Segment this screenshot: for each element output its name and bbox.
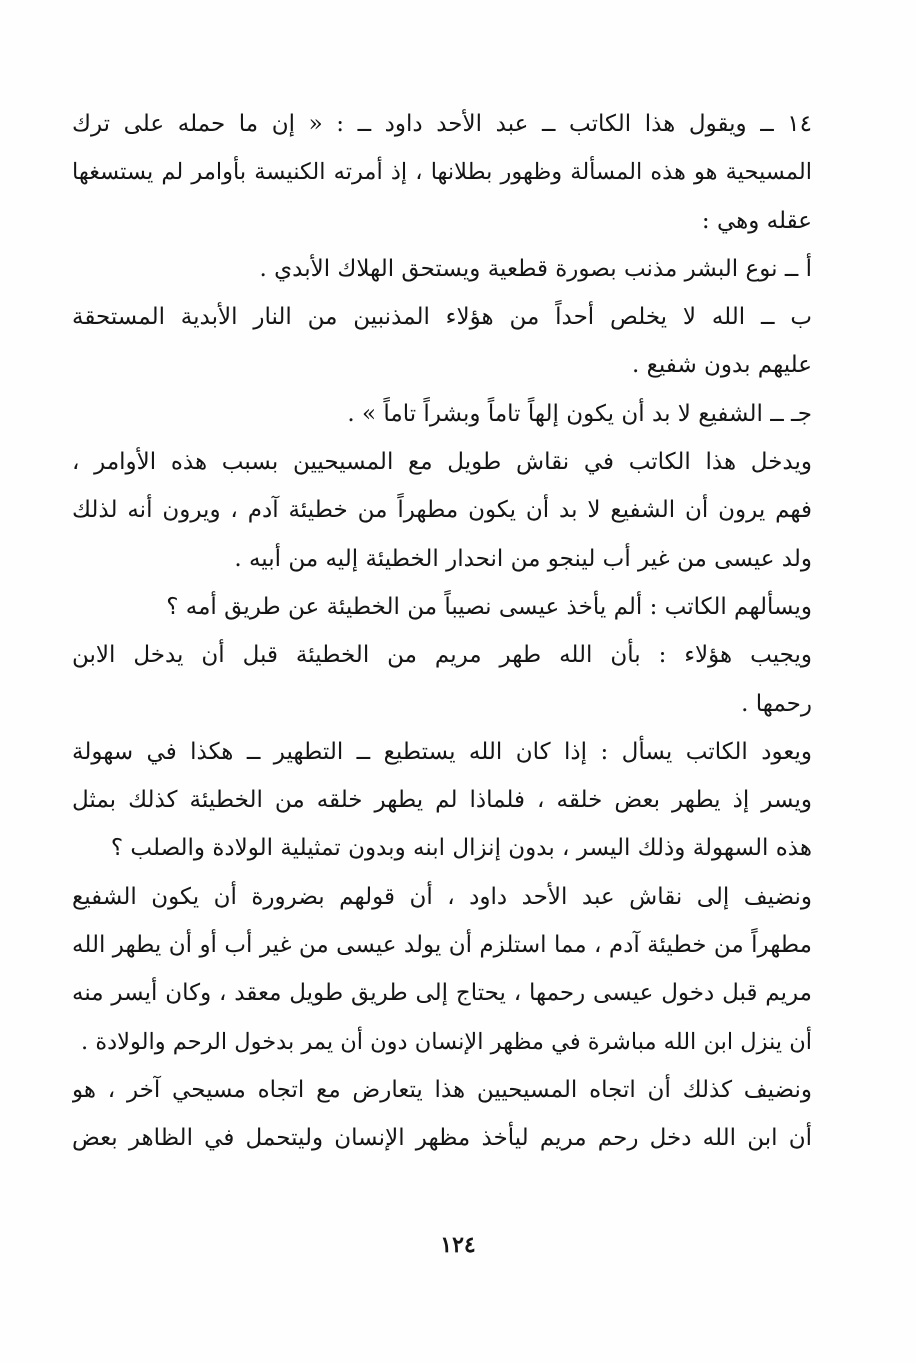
text-line: عقله وهي : xyxy=(701,207,812,234)
page-number: ١٢٤ xyxy=(440,1232,476,1258)
text-line: ويسألهم الكاتب : ألم يأخذ عيسى نصيباً من الخطيئة عن طريق أمه ؟ xyxy=(166,593,812,620)
text-line: ونضيف كذلك أن اتجاه المسيحيين هذا يتعارض مع اتجاه مسيحي آخر ، هو xyxy=(72,1076,812,1103)
text-line: أن ينزل ابن الله مباشرة في مظهر الإنسان دون أن يمر بدخول الرحم والولادة . xyxy=(81,1028,812,1055)
text-line: ولد عيسى من غير أب لينجو من انحدار الخطيئة إليه من أبيه . xyxy=(234,545,812,572)
text-line: رحمها . xyxy=(741,690,812,717)
text-line: عليهم بدون شفيع . xyxy=(632,352,812,379)
text-line: ويسر إذ يطهر بعض خلقه ، فلماذا لم يطهر خلقه من الخطيئة كذلك بمثل xyxy=(72,787,812,814)
text-line: فهم يرون أن الشفيع لا بد أن يكون مطهراً من خطيئة آدم ، ويرون أنه لذلك xyxy=(72,497,812,524)
text-line: ويعود الكاتب يسأل : إذا كان الله يستطيع ــ التطهير ــ هكذا في سهولة xyxy=(72,738,812,765)
text-line: ويدخل هذا الكاتب في نقاش طويل مع المسيحيين بسبب هذه الأوامر ، xyxy=(72,449,812,476)
page-text xyxy=(72,100,812,1163)
text-line: أن ابن الله دخل رحم مريم ليأخذ مظهر الإنسان وليتحمل في الظاهر بعض xyxy=(72,1125,812,1152)
text-line: المسيحية هو هذه المسألة وظهور بطلانها ، إذ أمرته الكنيسة بأوامر لم يستسغها xyxy=(72,159,812,186)
text-line: هذه السهولة وذلك اليسر ، بدون إنزال ابنه وبدون تمثيلية الولادة والصلب ؟ xyxy=(110,835,812,862)
text-line: جـ ــ الشفيع لا بد أن يكون إلهاً تاماً وبشراً تاماً » . xyxy=(347,400,812,427)
text-line: مطهراً من خطيئة آدم ، مما استلزم أن يولد عيسى من غير أب أو أن يطهر الله xyxy=(72,932,812,959)
text-line: مريم قبل دخول عيسى رحمها ، يحتاج إلى طريق طويل معقد ، وكان أيسر منه xyxy=(72,980,812,1007)
text-line: ١٤ ــ ويقول هذا الكاتب ــ عبد الأحد داود ــ : « إن ما حمله على ترك xyxy=(72,111,812,137)
text-line: أ ــ نوع البشر مذنب بصورة قطعية ويستحق الهلاك الأبدي . xyxy=(259,255,812,282)
text-line: ب ــ الله لا يخلص أحداً من هؤلاء المذنبين من النار الأبدية المستحقة xyxy=(72,304,812,331)
text-line: ونضيف إلى نقاش عبد الأحد داود ، أن قولهم بضرورة أن يكون الشفيع xyxy=(72,883,812,910)
text-line: ويجيب هؤلاء : بأن الله طهر مريم من الخطيئة قبل أن يدخل الابن xyxy=(72,642,812,669)
